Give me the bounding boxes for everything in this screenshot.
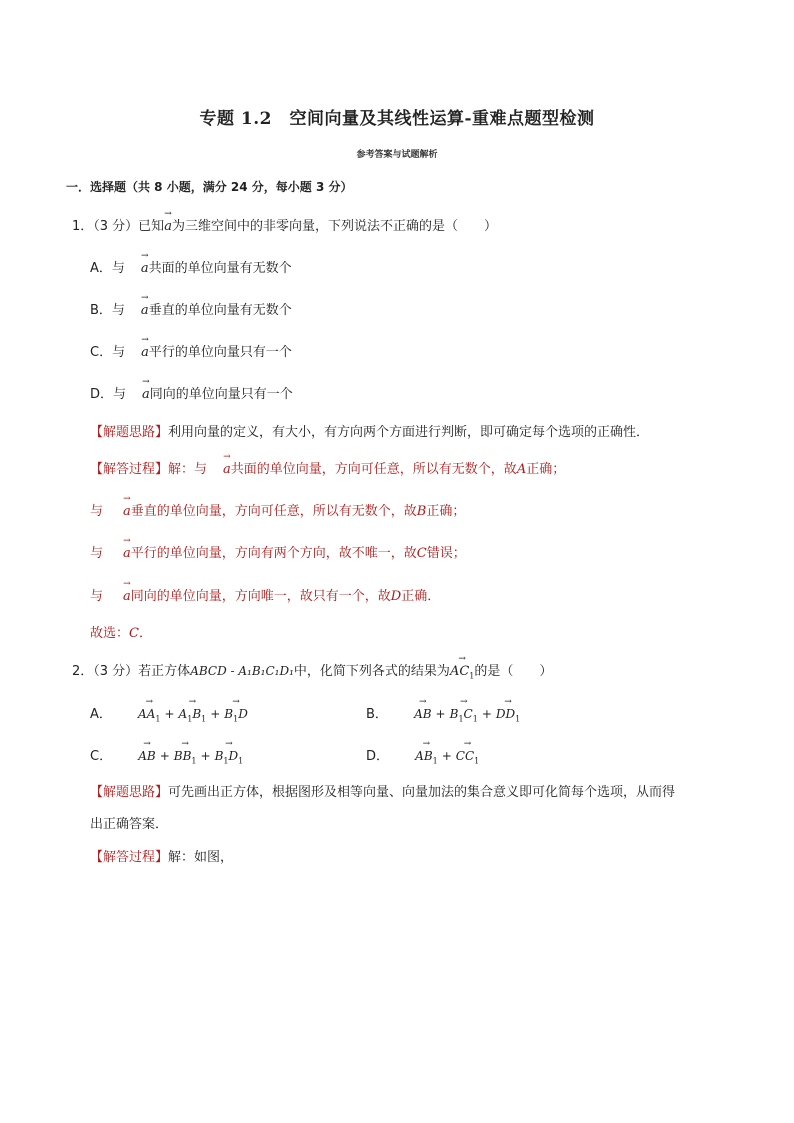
q1-stem-prefix: 1．（3 分）已知 — [72, 219, 165, 234]
vector-a: → a — [164, 216, 172, 234]
vector-a: → a — [141, 300, 149, 318]
option-label: C．与 — [90, 345, 126, 360]
option-expression: → AB +→ $BB_1 +\to B_1D_1$ — [138, 749, 243, 763]
q2-option-c[interactable] — [90, 745, 243, 765]
vector-a: → a — [123, 501, 131, 519]
q1-process-line-3: 与→ a平行的单位向量，方向有两个方向，故不唯一，故C错误； — [90, 542, 466, 561]
vector-a: → a — [141, 342, 149, 360]
cube-name: ABCD - A₁B₁C₁D₁ — [190, 664, 294, 678]
q2-option-d[interactable] — [366, 745, 479, 765]
option-label: D．与 — [90, 387, 127, 402]
vector-b1c1: → $B_1C_1$ — [450, 704, 478, 723]
idea-text: 利用向量的定义，有大小，有方向两个方面进行判断，即可确定每个选项的正确性． — [168, 425, 650, 440]
q1-process-line-4: 与→ a同向的单位向量，方向唯一，故只有一个，故D正确． — [90, 585, 440, 604]
q1-option-b[interactable] — [90, 299, 292, 318]
q2-solution-idea-line-1: 【解题思路】可先画出正方体，根据图形及相等向量、向量加法的集合意义即可化简每个选项，从而得 — [90, 785, 676, 800]
option-label: B．与 — [90, 303, 125, 318]
vector-a1b1: → $A_1B_1$ — [179, 704, 207, 723]
process-prefix: 解：与 — [168, 462, 208, 477]
option-expression: → AB +→ $B_1C_1 +\to DD_1$ — [414, 707, 520, 721]
q2-stem: 2．（3 分）若正方体ABCD - A₁B₁C₁D₁中，化简下列各式的结果为→ $AC_1$的是（ ） — [72, 660, 552, 681]
vector-ab1: → $AB_1$ — [415, 746, 438, 765]
q1-stem-suffix: 为三维空间中的非零向量，下列说法不正确的是（ ） — [171, 219, 497, 234]
page-subtitle: 参考答案与试题解析 — [356, 150, 438, 160]
option-label: C． — [90, 749, 113, 764]
q2-option-a[interactable] — [90, 703, 248, 723]
vector-a: → a — [141, 258, 149, 276]
vector-ab: → AB — [138, 746, 155, 763]
process-tag: 【解答过程】 — [90, 462, 169, 477]
option-label: A．与 — [90, 261, 125, 276]
option-text: 共面的单位向量有无数个 — [148, 261, 292, 276]
option-label: A． — [90, 707, 112, 722]
q2-option-b[interactable] — [366, 703, 520, 723]
vector-dd1: → $DD_1$ — [496, 704, 520, 723]
vector-cc1: → $CC_1$ — [456, 746, 479, 765]
option-text: 同向的单位向量只有一个 — [149, 387, 293, 402]
option-text: 平行的单位向量只有一个 — [148, 345, 292, 360]
vector-b1d: → $B_1D$ — [224, 704, 248, 723]
page-title: 专题 1.2 空间向量及其线性运算-重难点题型检测 — [199, 109, 595, 129]
vector-b1d1: → $B_1D_1$ — [215, 746, 244, 765]
q1-solution-idea — [90, 421, 649, 440]
vector-a: → a — [223, 459, 231, 477]
vector-a: → a — [123, 543, 131, 561]
section-heading: 一．选择题（共 8 小题，满分 24 分，每小题 3 分） — [66, 180, 353, 194]
option-text: 垂直的单位向量有无数个 — [148, 303, 292, 318]
vector-a: → a — [142, 384, 150, 402]
vector-aa1: → $AA_1$ — [138, 704, 160, 723]
q1-option-d[interactable] — [90, 383, 293, 402]
idea-tag: 【解题思路】 — [90, 425, 169, 440]
option-expression: → $AB_1 +\to CC_1$ — [415, 749, 479, 763]
process-tag: 【解答过程】 — [90, 850, 169, 865]
option-label: D． — [366, 749, 390, 764]
q1-answer: 故选：C． — [90, 626, 152, 641]
q2-solution-idea-line-2: 出正确答案． — [90, 817, 169, 832]
q1-process-line-2: 与→ a垂直的单位向量，方向可任意，所以有无数个，故B正确； — [90, 500, 465, 519]
vector-ab: → AB — [414, 704, 431, 721]
q1-option-c[interactable] — [90, 341, 292, 360]
vector-ac1: → $AC_1$ — [450, 661, 474, 681]
q1-stem — [72, 215, 497, 234]
vector-bb1: → $BB_1$ — [174, 746, 197, 765]
option-label: B． — [366, 707, 388, 722]
vector-a: → a — [123, 586, 131, 604]
q2-process: 【解答过程】解：如图， — [90, 850, 234, 865]
q1-process-line-1: 【解答过程】解：与→ a共面的单位向量，方向可任意，所以有无数个，故A正确； — [90, 458, 565, 477]
option-expression: → $AA_1 +\to A_1B_1 +\to B_1D$ — [138, 707, 248, 721]
idea-tag: 【解题思路】 — [90, 785, 169, 800]
q1-option-a[interactable] — [90, 257, 292, 276]
